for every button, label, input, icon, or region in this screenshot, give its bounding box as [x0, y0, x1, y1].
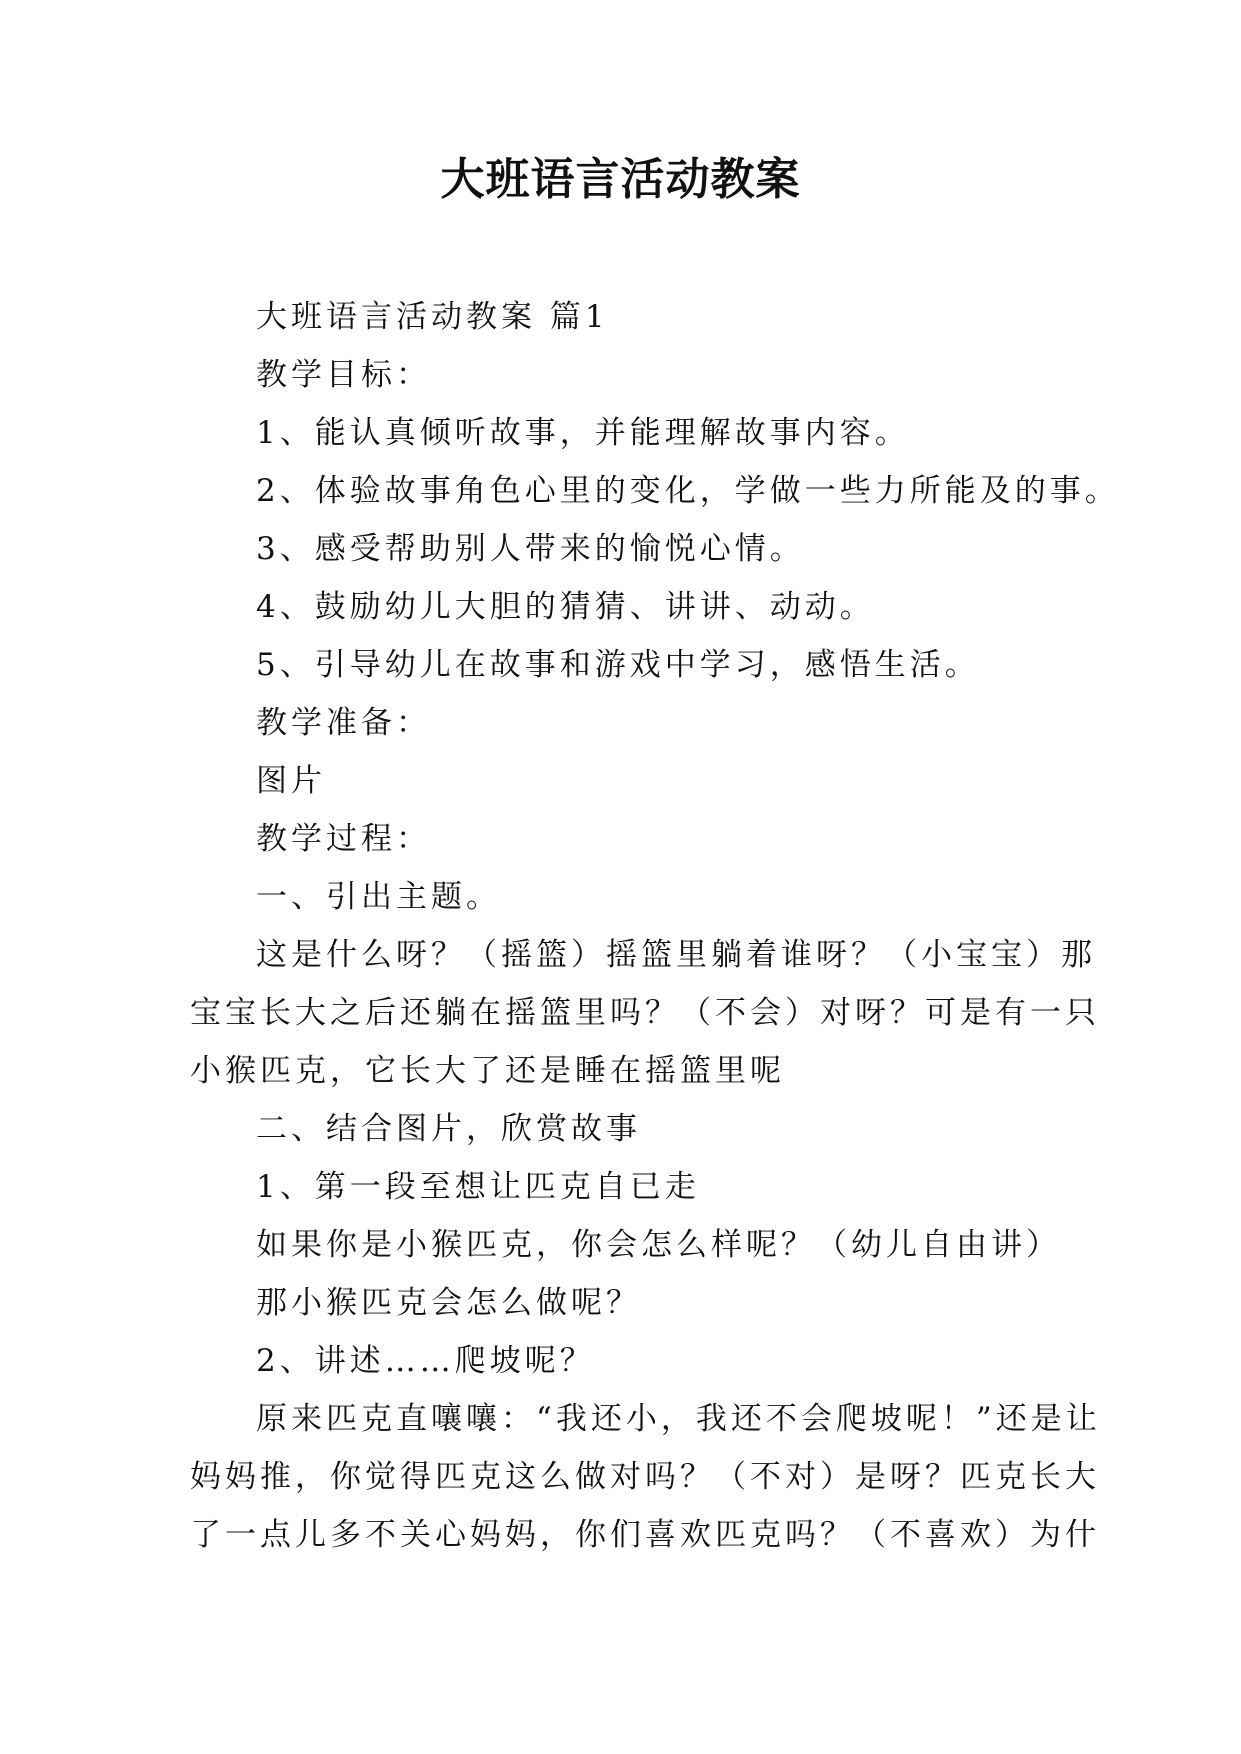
text-line: 如果你是小猴匹克，你会怎么样呢？（幼儿自由讲） [256, 1227, 1061, 1263]
text-line: 一、引出主题。 [256, 879, 501, 915]
text-line: 教学目标： [256, 357, 431, 393]
text-line: 教学准备： [256, 705, 431, 741]
text-line: 图片 [256, 763, 326, 799]
text-line: 2、讲述……爬坡呢？ [256, 1343, 595, 1379]
text-line: 宝宝长大之后还躺在摇篮里吗？（不会）对呀？可是有一只 [190, 995, 1100, 1031]
text-line: 大班语言活动教案 篇1 [256, 299, 609, 335]
document-body [190, 288, 1120, 1564]
text-line: 1、能认真倾听故事，并能理解故事内容。 [256, 415, 910, 451]
text-line: 4、鼓励幼儿大胆的猜猜、讲讲、动动。 [256, 589, 875, 625]
text-line: 2、体验故事角色心里的变化，学做一些力所能及的事。 [256, 473, 1120, 509]
text-line: 二、结合图片，欣赏故事 [256, 1111, 641, 1147]
document-title: 大班语言活动教案 [440, 154, 801, 205]
text-line: 3、感受帮助别人带来的愉悦心情。 [256, 531, 805, 567]
text-line: 原来匹克直嚷嚷：“我还小，我还不会爬坡呢！”还是让 [256, 1401, 1101, 1437]
text-line: 了一点儿多不关心妈妈，你们喜欢匹克吗？（不喜欢）为什 [190, 1517, 1100, 1553]
text-line: 这是什么呀？（摇篮）摇篮里躺着谁呀？（小宝宝）那 [256, 937, 1096, 973]
text-line: 小猴匹克，它长大了还是睡在摇篮里呢 [190, 1053, 785, 1089]
text-line: 妈妈推，你觉得匹克这么做对吗？（不对）是呀？匹克长大 [190, 1459, 1100, 1495]
text-line: 教学过程： [256, 821, 431, 857]
text-line: 那小猴匹克会怎么做呢？ [256, 1285, 641, 1321]
text-line: 5、引导幼儿在故事和游戏中学习，感悟生活。 [256, 647, 980, 683]
text-line: 1、第一段至想让匹克自已走 [256, 1169, 700, 1205]
